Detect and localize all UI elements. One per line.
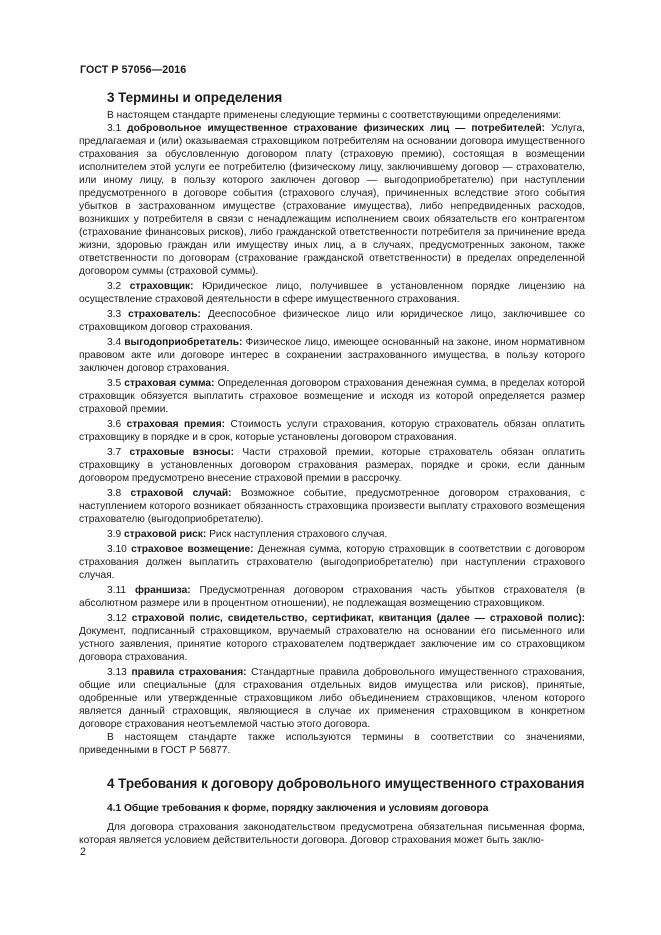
term-number: 3.9 — [107, 529, 122, 540]
term-number: 3.5 — [107, 378, 122, 389]
term-number: 3.8 — [107, 488, 122, 499]
term-name: страховщик: — [129, 281, 194, 292]
term-number: 3.10 — [107, 544, 127, 555]
term-name: страховая сумма: — [124, 378, 215, 389]
subsection-4-1-title: 4.1 Общие требования к форме, порядку заключения и условиям договора — [107, 803, 489, 814]
term-text: Юридическое лицо, получившее в установленном порядке лицензию на осуществление страховой деятельности в сфере имущественного страхования. — [79, 281, 585, 305]
term-name: добровольное имущественное страхование физических лиц — потребителей: — [127, 123, 546, 134]
term-definition — [79, 122, 585, 278]
term-number: 3.2 — [107, 281, 122, 292]
term-definition — [79, 543, 585, 582]
section-3-title: 3 Термины и определения — [107, 90, 283, 105]
term-text: Услуга, предлагаемая и (или) оказываемая страховщиком потребителям на основании договора имущественного страхования за обусловленную договором плату (страховую премию), состоящая в возмещении исполнителем этой услуги ее потребителю (физическому лицу, заключившему договор — страхователю, или иному лицу, в пользу которого заключен договор — выгодоприобретателю) при наступлении предусмотренного в договоре события (страхового случая), причиненных вследствие этого события убытков в застрахованном имуществе (страхование имущества), либо непредвиденных расходов, возникших у потребителя в связи с ненадлежащим исполнением своих обязательств его контрагентом (страхование финансовых рисков), либо гражданской ответственности потребителя за причинение вреда жизни, здоровью граждан или имуществу иных лиц, а в случаях, предусмотренных законом, также ответственности по договорам (страхование гражданской ответственности) в пределах определенной договором суммы (страховой суммы). — [79, 123, 585, 277]
term-text: Дееспособное физическое лицо или юридическое лицо, заключившее со страховщиком договор страхования. — [79, 309, 585, 333]
term-number: 3.13 — [107, 667, 127, 678]
term-name: выгодоприобретатель: — [124, 337, 243, 348]
term-name: страховое возмещение: — [131, 544, 254, 555]
section-4-title: 4 Требования к договору добровольного имущественного страхования — [107, 776, 585, 791]
term-number: 3.3 — [107, 309, 122, 320]
term-text: Стоимость услуги страхования, которую страхователь обязан оплатить страховщику в порядке и в срок, которые установлены договором страхования. — [79, 419, 585, 443]
term-definition — [79, 280, 585, 306]
term-number: 3.7 — [107, 447, 122, 458]
term-definition — [79, 528, 585, 541]
term-number: 3.11 — [107, 585, 127, 596]
term-text: Денежная сумма, которую страховщик в соответствии с договором страхования должен выплатить страхователю (выгодоприобретателю) при наступлении страхового случая. — [79, 544, 585, 581]
term-definition — [79, 377, 585, 416]
term-name: страховой риск: — [124, 529, 207, 540]
term-definition — [79, 584, 585, 610]
term-name: франшиза: — [134, 585, 191, 596]
term-definition — [79, 336, 585, 375]
term-text: Физическое лицо, имеющее основанный на законе, ином нормативном правовом акте или договоре интерес в сохранении застрахованного имущества, в пользу которого заключен договор страхования. — [79, 337, 585, 374]
term-text: Предусмотренная договором страхования часть убытков страхователя (в абсолютном размере или в процентном отношении), не подлежащая возмещению страховщиком. — [79, 585, 585, 609]
term-text: Документ, подписанный страховщиком, вручаемый страхователю на основании его письменного или устного заявления, принятие которого страхователем подтверждает заключение им со страховщиком договора страхования. — [79, 626, 585, 663]
term-name: страховой случай: — [130, 488, 232, 499]
term-text: Стандартные правила добровольного имущественного страхования, общие или специальные (для страхования отдельных видов имущества или рисков), принятые, одобренные или утвержденные страховщиком либо объединением страховщиков, членом которого является данный страховщик, являющиеся в случае их применения страховщиком в конкретном договоре страхования неотъемлемой частью этого договора. — [79, 667, 585, 730]
section-3-closing: В настоящем стандарте также используются термины в соответствии со значениями, приведенными в ГОСТ Р 56877. — [79, 732, 585, 756]
term-number: 3.4 — [107, 337, 122, 348]
term-name: страховая премия: — [126, 419, 226, 430]
term-definition — [79, 308, 585, 334]
term-text: Риск наступления страхового случая. — [209, 529, 388, 540]
term-name: страховые взносы: — [129, 447, 235, 458]
term-definition — [79, 418, 585, 444]
section-3-intro: В настоящем стандарте применены следующие термины с соответствующими определениями: — [107, 110, 562, 121]
term-text: Части страховой премии, которые страхователь обязан оплатить страховщику в установленных договором страхования размерах, порядке и сроки, если данным договором предусмотрено внесение страховой премии в рассрочку. — [79, 447, 585, 484]
term-definition — [79, 612, 585, 664]
term-definition — [79, 487, 585, 526]
section-4-paragraph: Для договора страхования законодательством предусмотрена обязательная письменная форма, которая является условием действительности договора. Договор страхования может быть заклю- — [79, 822, 585, 846]
term-name: страхователь: — [128, 309, 201, 320]
term-name: страховой полис, свидетельство, сертификат, квитанция (далее — страховой полис): — [131, 613, 585, 624]
term-definition — [79, 446, 585, 485]
term-number: 3.12 — [107, 613, 127, 624]
term-text: Определенная договором страхования денежная сумма, в пределах которой страховщик обязуется выплатить страховое возмещение и исходя из которой определяется размер страховой премии. — [79, 378, 585, 415]
page-number: 2 — [80, 846, 86, 858]
term-definition — [79, 666, 585, 731]
term-name: правила страхования: — [131, 667, 247, 678]
term-number: 3.1 — [107, 123, 122, 134]
page-content — [79, 90, 585, 847]
terms-list — [79, 122, 585, 731]
term-text: Возможное событие, предусмотренное договором страхования, с наступлением которого возникает обязанность страховщика произвести выплату страхового возмещения страхователю (выгодоприобретателю). — [79, 488, 585, 525]
page-header-standard: ГОСТ Р 57056—2016 — [80, 64, 187, 76]
term-number: 3.6 — [107, 419, 122, 430]
